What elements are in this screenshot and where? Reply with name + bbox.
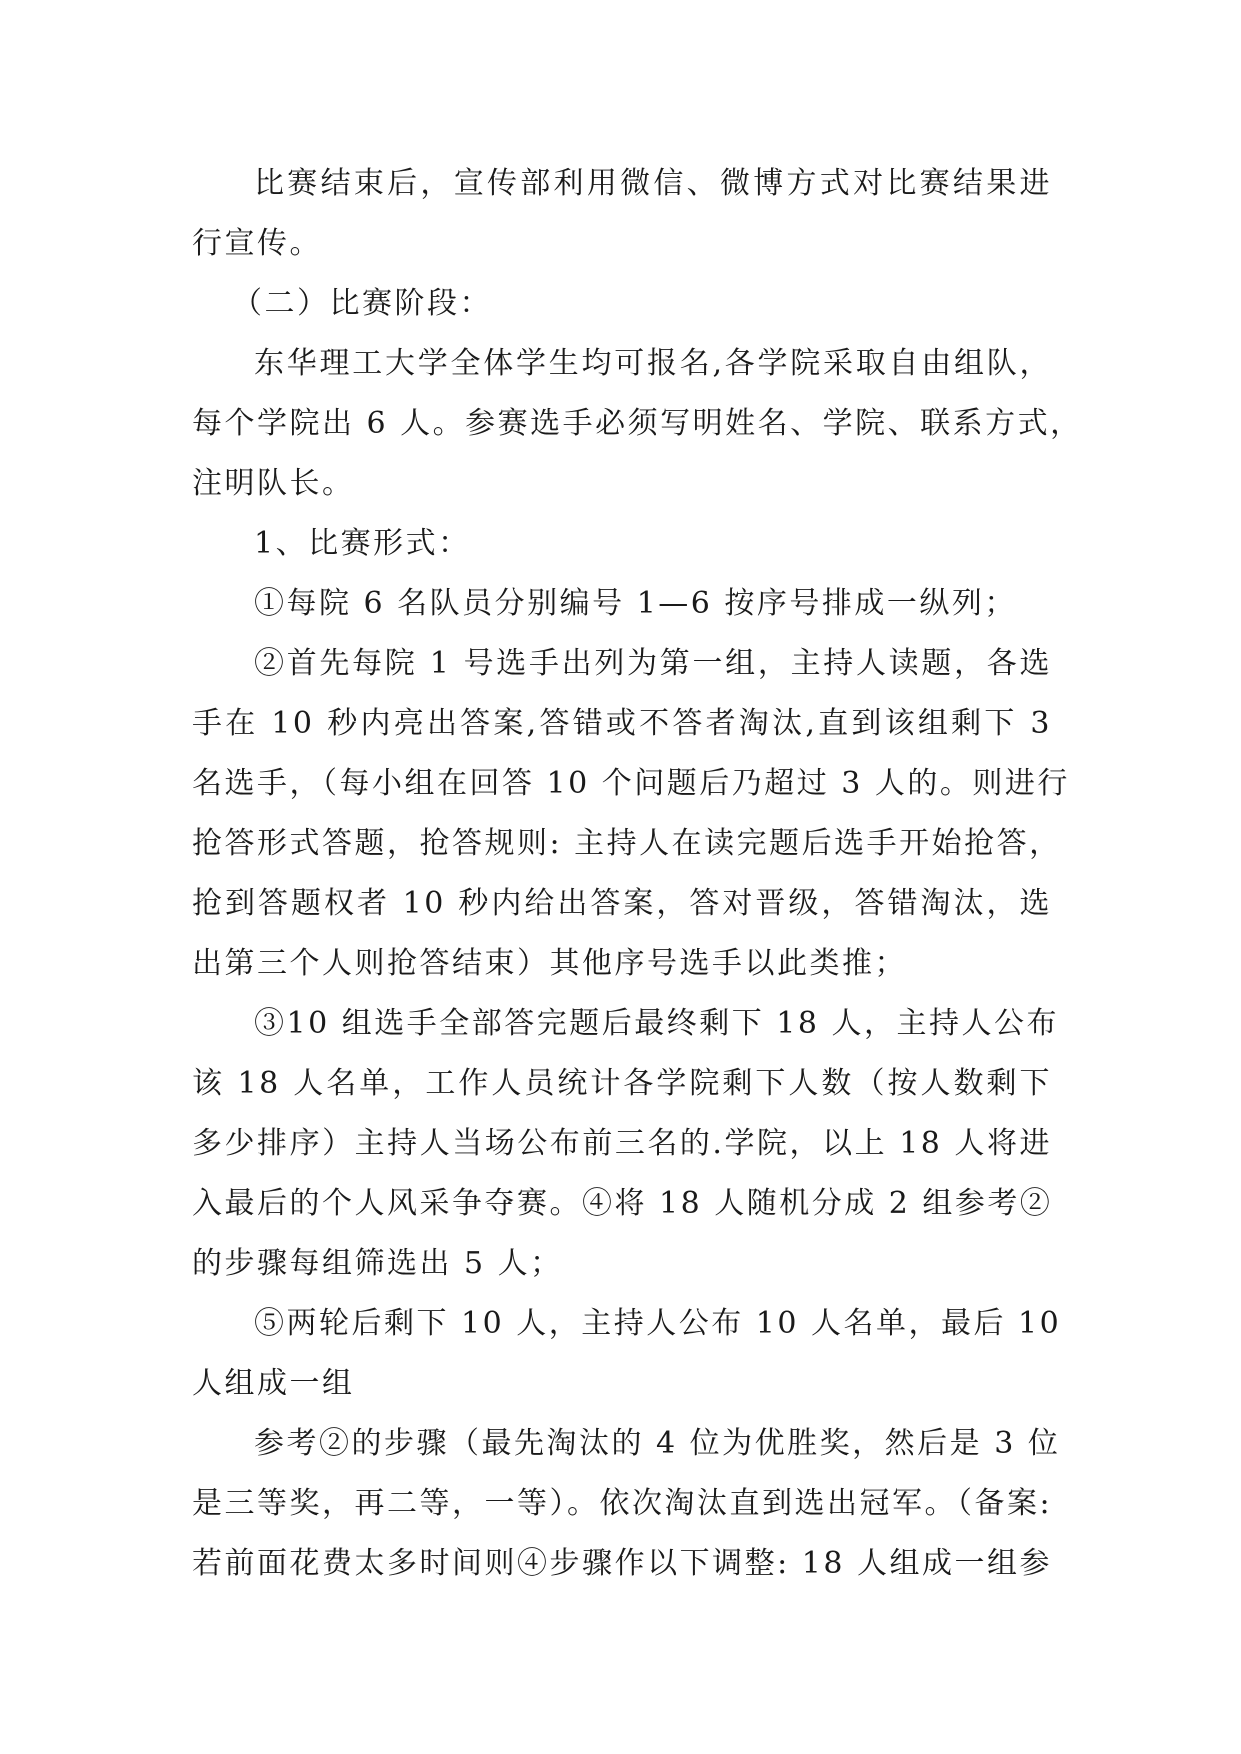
text-line: 该 18 人名单，工作人员统计各学院剩下人数（按人数剩下 — [192, 1066, 1052, 1101]
rule-item-5 — [192, 1294, 1062, 1414]
text-line: 行宣传。 — [192, 226, 322, 261]
text-line: 注明队长。 — [192, 466, 355, 501]
rule-item-3 — [192, 994, 1059, 1294]
subheading-competition-format — [192, 514, 1052, 574]
text-line: ②首先每院 1 号选手出列为第一组，主持人读题，各选 — [254, 646, 1052, 681]
text-line: ①每院 6 名队员分别编号 1—6 按序号排成一纵列； — [254, 586, 1017, 621]
rule-item-2 — [192, 634, 1070, 994]
text-line: 名选手，（每小组在回答 10 个问题后乃超过 3 人的。则进行 — [192, 766, 1070, 801]
text-line: 的步骤每组筛选出 5 人； — [192, 1246, 563, 1281]
paragraph-registration — [192, 334, 1083, 514]
text-line: 参考②的步骤（最先淘汰的 4 位为优胜奖，然后是 3 位 — [254, 1426, 1061, 1461]
text-line: 若前面花费太多时间则④步骤作以下调整: 18 人组成一组参 — [192, 1546, 1052, 1581]
text-line: 抢答形式答题，抢答规则: 主持人在读完题后选手开始抢答， — [192, 826, 1062, 861]
text-line: 手在 10 秒内亮出答案,答错或不答者淘汰,直到该组剩下 3 — [192, 706, 1052, 741]
text-line: 入最后的个人风采争夺赛。④将 18 人随机分成 2 组参考② — [192, 1186, 1053, 1221]
paragraph-final-round — [192, 1414, 1061, 1594]
text-line: 出第三个人则抢答结束）其他序号选手以此类推； — [192, 946, 907, 981]
text-line: （二）比赛阶段： — [232, 286, 492, 321]
text-line: ③10 组选手全部答完题后最终剩下 18 人，主持人公布 — [254, 1006, 1059, 1041]
paragraph-publicity — [192, 154, 1052, 274]
document-body — [192, 154, 1083, 1594]
text-line: 比赛结束后，宣传部利用微信、微博方式对比赛结果进 — [254, 166, 1052, 201]
text-line: 是三等奖，再二等，一等）。依次淘汰直到选出冠军。（备案: — [192, 1486, 1053, 1521]
text-line: 抢到答题权者 10 秒内给出答案，答对晋级，答错淘汰，选 — [192, 886, 1052, 921]
text-line: 每个学院出 6 人。参赛选手必须写明姓名、学院、联系方式， — [192, 406, 1083, 441]
text-line: 东华理工大学全体学生均可报名,各学院采取自由组队， — [254, 346, 1052, 381]
text-line: ⑤两轮后剩下 10 人，主持人公布 10 人名单，最后 10 — [254, 1306, 1062, 1341]
text-line: 人组成一组 — [192, 1366, 355, 1401]
text-line: 1、比赛形式： — [254, 526, 471, 561]
section-heading-competition-stage — [192, 274, 1052, 334]
rule-item-1 — [192, 574, 1052, 634]
text-line: 多少排序）主持人当场公布前三名的.学院，以上 18 人将进 — [192, 1126, 1052, 1161]
